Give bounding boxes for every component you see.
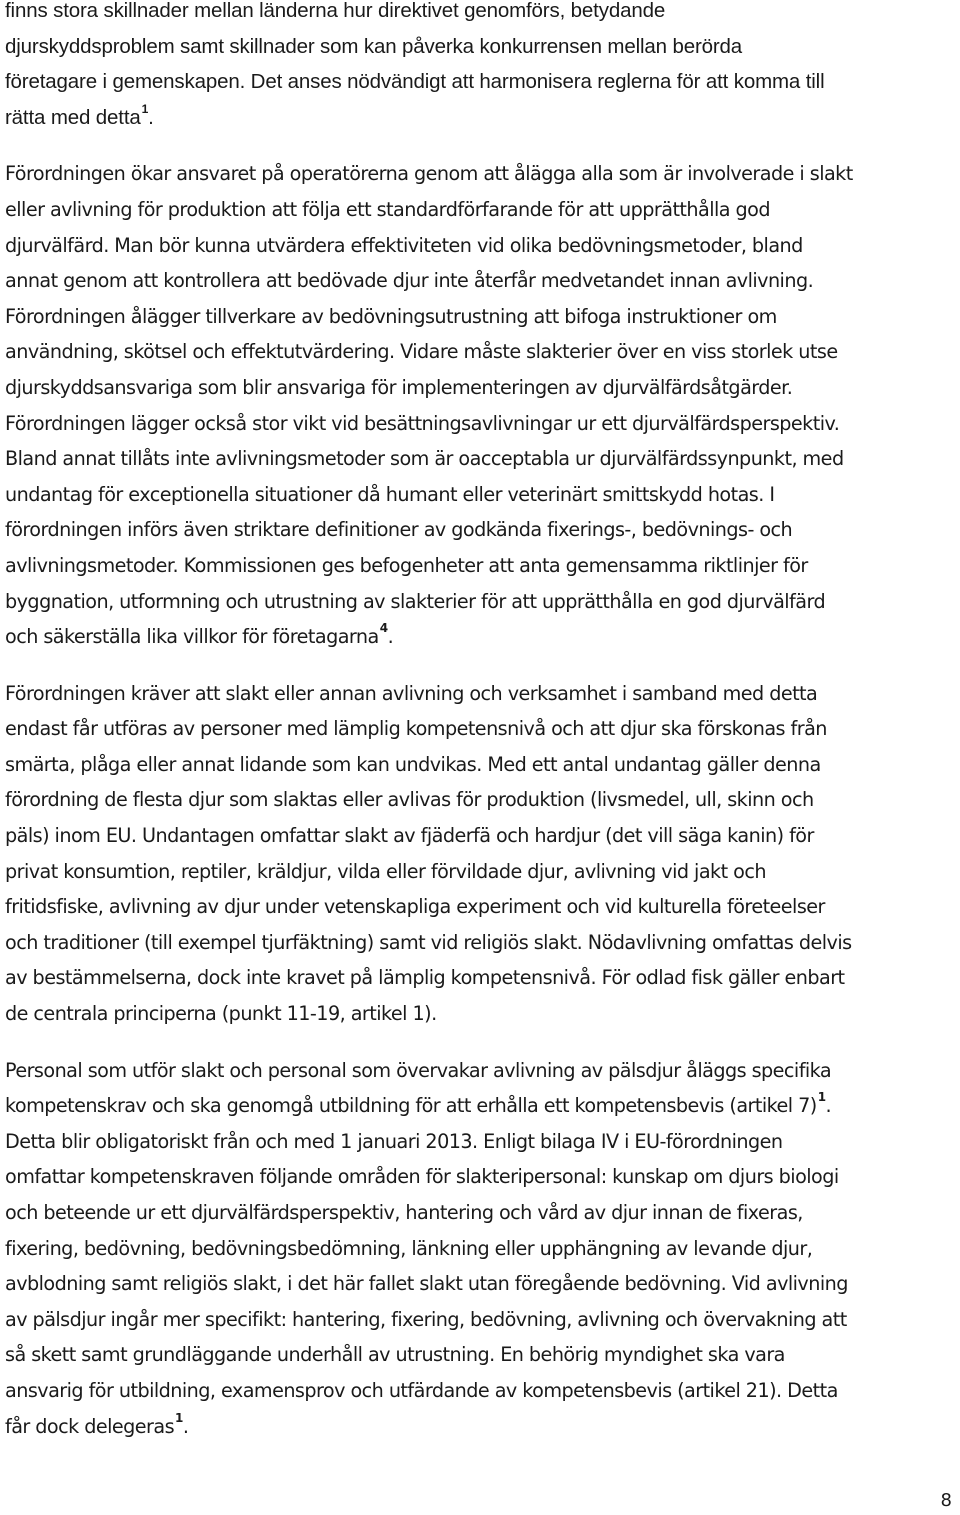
text-line-with-footnote <box>5 1088 957 1124</box>
text-line: fixering, bedövning, bedövningsbedömning, länkning eller upphängning av levande djur, <box>5 1236 813 1260</box>
text-line: annat genom att kontrollera att bedövade djur inte återfår medvetandet innan avlivning. <box>5 269 814 293</box>
text-line: får dock delegeras <box>5 1414 175 1438</box>
text-line: avlivningsmetoder. Kommissionen ges befogenheter att anta gemensamma riktlinjer för <box>5 553 808 577</box>
text-line: avblodning samt religiös slakt, i det här fallet slakt utan föregående bedövning. Vid avlivning <box>5 1272 848 1296</box>
paragraph-1 <box>5 0 957 135</box>
text-line: Förordningen lägger också stor vikt vid besättningsavlivningar ur ett djurvälfärdsperspektiv. <box>5 411 840 435</box>
text-line-with-footnote <box>5 1409 957 1445</box>
text-line: päls) inom EU. Undantagen omfattar slakt av fjäderfä och hardjur (det vill säga kanin) för <box>5 824 814 848</box>
footnote-reference[interactable]: 4 <box>379 621 388 636</box>
text-line: ansvarig för utbildning, examensprov och utfärdande av kompetensbevis (artikel 21). Detta <box>5 1378 838 1402</box>
text-line: de centrala principerna (punkt 11-19, artikel 1). <box>5 1002 437 1026</box>
text-line: djurvälfärd. Man bör kunna utvärdera effektiviteten vid olika bedövningsmetoder, bland <box>5 233 803 257</box>
text-line: byggnation, utformning och utrustning av slakterier för att upprätthålla en god djurvälfärd <box>5 589 826 613</box>
text-line: Detta blir obligatoriskt från och med 1 januari 2013. Enligt bilaga IV i EU-förordningen <box>5 1129 783 1153</box>
footnote-reference[interactable]: 1 <box>175 1410 183 1425</box>
sentence-end: . <box>148 105 154 129</box>
text-line: förordningen införs även striktare definitioner av godkända fixerings-, bedövnings- och <box>5 518 793 542</box>
text-line: Förordningen ålägger tillverkare av bedövningsutrustning att bifoga instruktioner om <box>5 304 777 328</box>
text-line-with-footnote <box>5 619 957 655</box>
text-line: användning, skötsel och effektutvärdering. Vidare måste slakterier över en viss storlek utse <box>5 340 838 364</box>
paragraph-4 <box>5 1053 957 1445</box>
paragraph-2 <box>5 156 957 654</box>
text-line: finns stora skillnader mellan länderna hur direktivet genomförs, betydande <box>5 0 666 22</box>
text-line: så skett samt grundläggande underhåll av utrustning. En behörig myndighet ska vara <box>5 1343 785 1367</box>
text-line: kompetenskrav och ska genomgå utbildning för att erhålla ett kompetensbevis (artikel 7) <box>5 1094 817 1118</box>
text-line: undantag för exceptionella situationer då humant eller veterinärt smittskydd hotas. I <box>5 482 775 506</box>
page-number: 8 <box>940 1490 952 1511</box>
sentence-end: . <box>387 625 394 649</box>
text-line: förordning de flesta djur som slaktas eller avlivas för produktion (livsmedel, ull, skinn och <box>5 788 814 812</box>
footnote-reference[interactable]: 1 <box>817 1090 826 1105</box>
text-line: omfattar kompetenskraven följande områden för slakteripersonal: kunskap om djurs biologi <box>5 1165 839 1189</box>
paragraph-3 <box>5 676 957 1032</box>
text-line: djurskyddsproblem samt skillnader som kan påverka konkurrensen mellan berörda <box>5 34 743 58</box>
text-line: av bestämmelserna, dock inte kravet på lämplig kompetensnivå. För odlad fisk gäller enbart <box>5 966 845 990</box>
text-line: djurskyddsansvariga som blir ansvariga för implementeringen av djurvälfärdsåtgärder. <box>5 375 793 399</box>
text-line: Personal som utför slakt och personal som övervakar avlivning av pälsdjur åläggs specifika <box>5 1058 832 1082</box>
text-line: Bland annat tillåts inte avlivningsmetoder som är oacceptabla ur djurvälfärdssynpunkt, med <box>5 447 844 471</box>
text-line: rätta med detta <box>5 105 141 129</box>
text-line: företagare i gemenskapen. Det anses nödvändigt att harmonisera reglerna för att komma till <box>5 70 825 94</box>
text-line: och traditioner (till exempel tjurfäktning) samt vid religiös slakt. Nödavlivning omfattas delvis <box>5 930 852 954</box>
sentence-end: . <box>825 1094 832 1118</box>
text-line: endast får utföras av personer med lämplig kompetensnivå och att djur ska förskonas från <box>5 717 827 741</box>
text-line: eller avlivning för produktion att följa ett standardförfarande för att upprätthålla god <box>5 197 770 221</box>
text-line: Förordningen kräver att slakt eller annan avlivning och verksamhet i samband med detta <box>5 681 818 705</box>
text-line: och säkerställa lika villkor för företagarna <box>5 625 379 649</box>
sentence-end: . <box>182 1414 189 1438</box>
text-line: Förordningen ökar ansvaret på operatörerna genom att ålägga alla som är involverade i slakt <box>5 162 853 186</box>
text-line: fritidsfiske, avlivning av djur under vetenskapliga experiment och vid kulturella företeelser <box>5 895 825 919</box>
text-line: privat konsumtion, reptiler, kräldjur, vilda eller förvildade djur, avlivning vid jakt och <box>5 859 766 883</box>
text-line: av pälsdjur ingår mer specifikt: hantering, fixering, bedövning, avlivning och övervakning att <box>5 1307 847 1331</box>
document-page <box>5 0 957 1444</box>
text-line: och beteende ur ett djurvälfärdsperspektiv, hantering och vård av djur innan de fixeras, <box>5 1201 803 1224</box>
text-line-with-footnote <box>5 100 957 136</box>
footnote-reference[interactable]: 1 <box>141 101 149 116</box>
text-line: smärta, plåga eller annat lidande som kan undvikas. Med ett antal undantag gäller denna <box>5 752 821 776</box>
